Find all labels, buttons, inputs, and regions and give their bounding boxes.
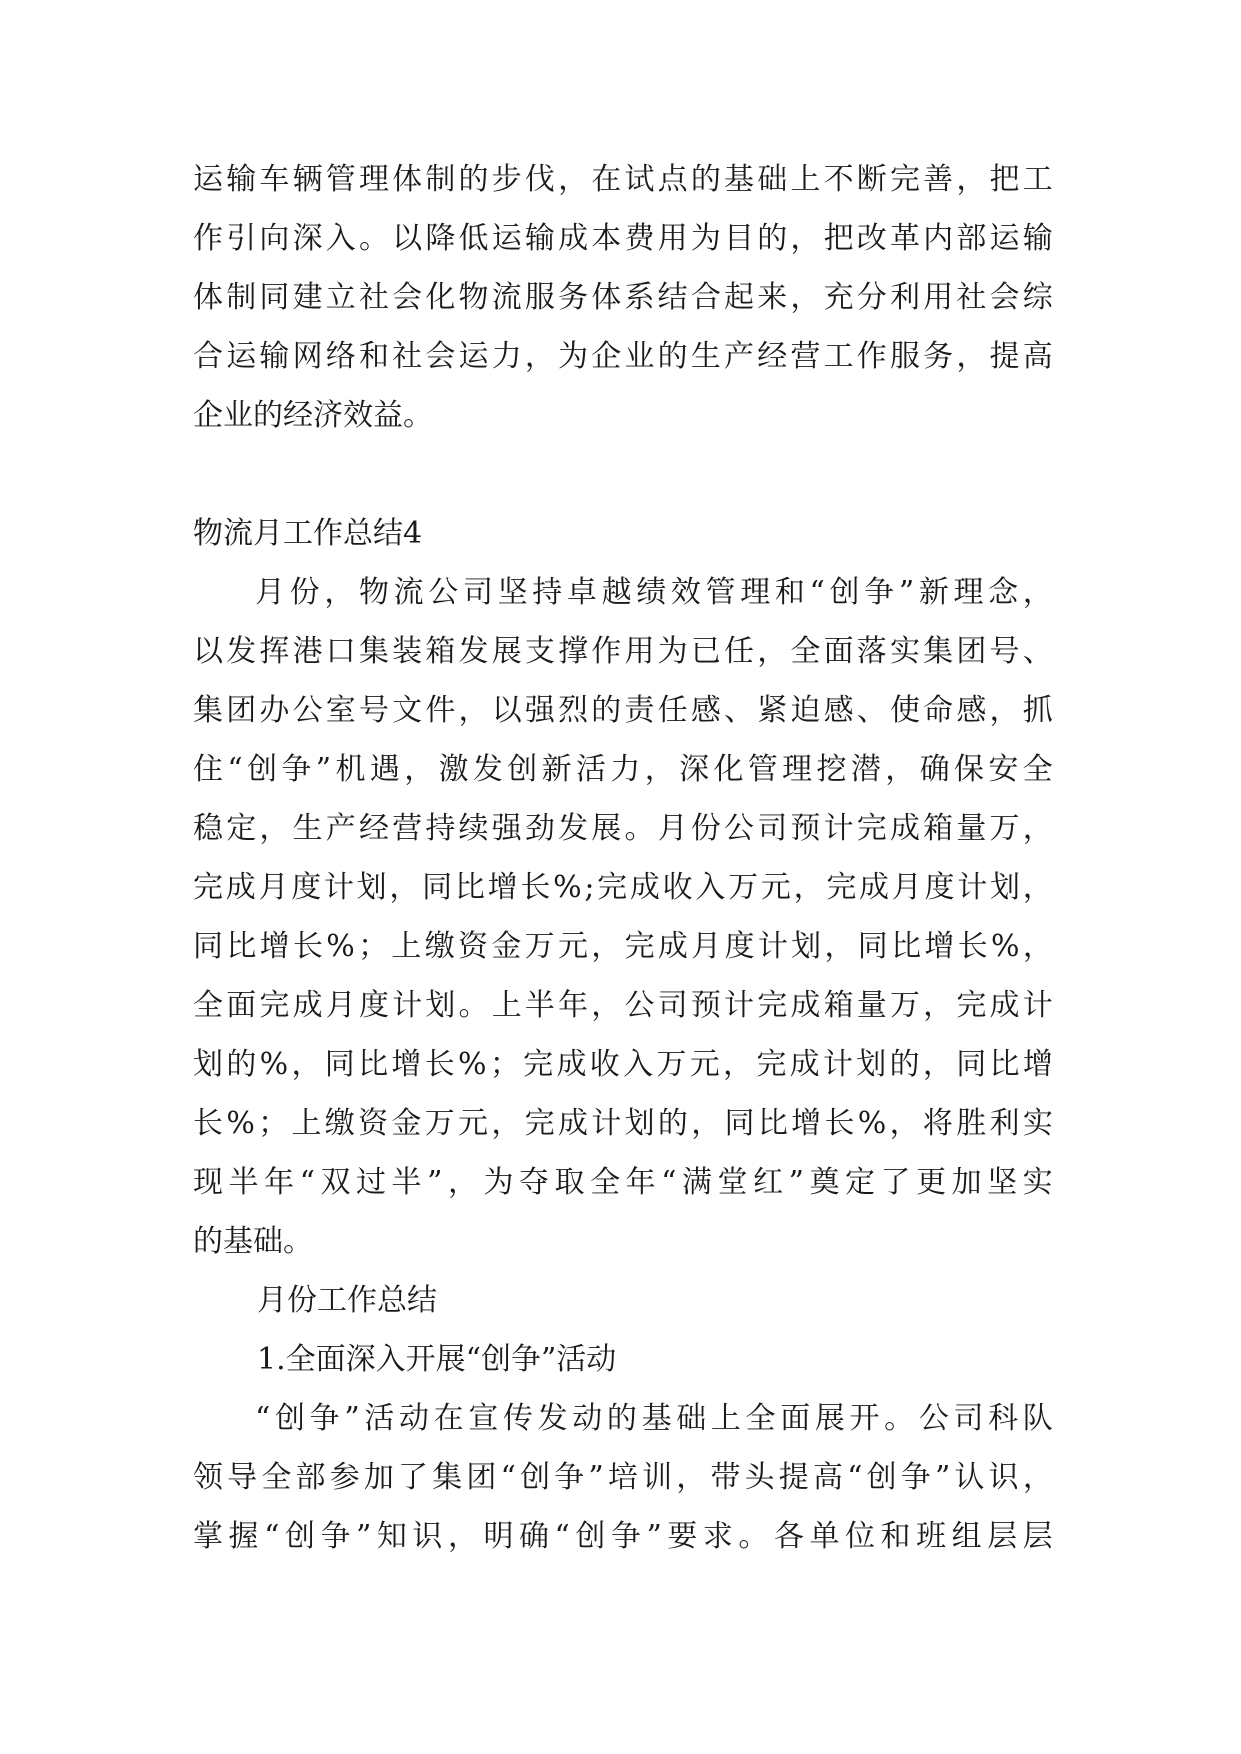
text-line: 作 引 向 深 入 。 以 降 低 运 输 成 本 费 用 为 目 的 ， 把 改 革 内 部 运 输 (193, 221, 1053, 256)
text-line: 完 成 月 度 计 划 ， 同 比 增 长 % ; 完 成 收 入 万 元 ， 完 成 月 度 计 划 ， (193, 870, 1053, 905)
paragraph-gap (193, 445, 1053, 504)
text-line: 月 份 ， 物 流 公 司 坚 持 卓 越 绩 效 管 理 和 “ 创 争 ” 新 理 念 ， (255, 575, 1053, 610)
document-page (193, 150, 1053, 1566)
text-line: 全 面 完 成 月 度 计 划 。 上 半 年 ， 公 司 预 计 完 成 箱 量 万 ， 完 成 计 (193, 988, 1053, 1023)
text-line: “ 创 争 ” 活 动 在 宣 传 发 动 的 基 础 上 全 面 展 开 。 公 司 科 队 (255, 1401, 1053, 1436)
text-line: 集 团 办 公 室 号 文 件 ， 以 强 烈 的 责 任 感 、 紧 迫 感 、 使 命 感 ， 抓 (193, 693, 1053, 728)
section-heading: 月份工作总结 (257, 1283, 437, 1318)
text-line: 的基础。 (193, 1224, 313, 1259)
text-line: 现 半 年 “ 双 过 半 ” ， 为 夺 取 全 年 “ 满 堂 红 ” 奠 定 了 更 加 坚 实 (193, 1165, 1053, 1200)
text-line: 长 % ； 上 缴 资 金 万 元 ， 完 成 计 划 的 ， 同 比 增 长 % ， 将 胜 利 实 (193, 1106, 1053, 1141)
section-heading: 物流月工作总结4 (193, 516, 423, 551)
text-line: 住 “ 创 争 ” 机 遇 ， 激 发 创 新 活 力 ， 深 化 管 理 挖 潜 ， 确 保 安 全 (193, 752, 1053, 787)
text-line: 运 输 车 辆 管 理 体 制 的 步 伐 ， 在 试 点 的 基 础 上 不 断 完 善 ， 把 工 (193, 162, 1053, 197)
text-line: 合 运 输 网 络 和 社 会 运 力 ， 为 企 业 的 生 产 经 营 工 作 服 务 ， 提 高 (193, 339, 1053, 374)
section-heading: 1.全面深入开展“创争”活动 (257, 1342, 617, 1377)
text-line: 企业的经济效益。 (193, 398, 433, 433)
text-line: 领 导 全 部 参 加 了 集 团 “ 创 争 ” 培 训 ， 带 头 提 高 “ 创 争 ” 认 识 ， (193, 1460, 1053, 1495)
text-line: 掌 握 “ 创 争 ” 知 识 ， 明 确 “ 创 争 ” 要 求 。 各 单 位 和 班 组 层 层 (193, 1519, 1053, 1554)
text-line: 同 比 增 长 % ； 上 缴 资 金 万 元 ， 完 成 月 度 计 划 ， 同 比 增 长 % ， (193, 929, 1053, 964)
text-line: 稳 定 ， 生 产 经 营 持 续 强 劲 发 展 。 月 份 公 司 预 计 完 成 箱 量 万 ， (193, 811, 1053, 846)
text-line: 体 制 同 建 立 社 会 化 物 流 服 务 体 系 结 合 起 来 ， 充 分 利 用 社 会 综 (193, 280, 1053, 315)
text-line: 以 发 挥 港 口 集 装 箱 发 展 支 撑 作 用 为 已 任 ， 全 面 落 实 集 团 号 、 (193, 634, 1053, 669)
text-line: 划 的 % ， 同 比 增 长 % ； 完 成 收 入 万 元 ， 完 成 计 划 的 ， 同 比 增 (193, 1047, 1053, 1082)
